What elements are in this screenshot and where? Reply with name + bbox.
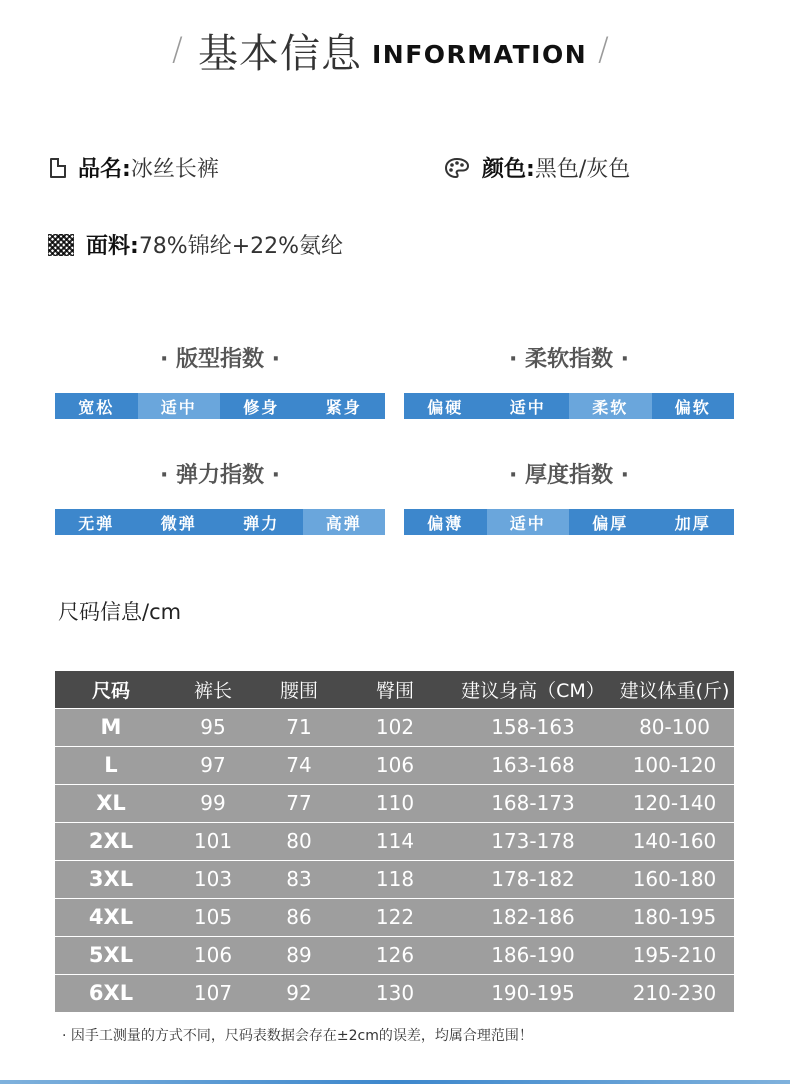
thickness-option: 偏薄 <box>404 509 487 535</box>
table-cell: 168-173 <box>451 784 615 822</box>
header-title-cn: 基本信息 <box>198 31 362 77</box>
softness-option: 偏硬 <box>404 393 487 419</box>
elasticity-option: 高弹 <box>303 509 386 535</box>
product-color-value: 黑色/灰色 <box>534 157 631 182</box>
table-cell: 126 <box>339 936 451 974</box>
elasticity-option: 无弹 <box>55 509 138 535</box>
table-cell: 107 <box>167 974 259 1012</box>
table-cell: 163-168 <box>451 746 615 784</box>
elasticity-index-bar <box>55 509 385 535</box>
elasticity-option: 弹力 <box>220 509 303 535</box>
fit-index-bar <box>55 393 385 419</box>
table-row <box>55 708 734 746</box>
fit-option: 紧身 <box>303 393 386 419</box>
thickness-index-bar <box>404 509 734 535</box>
size-label-cell: L <box>55 746 167 784</box>
table-cell: 80 <box>259 822 339 860</box>
table-cell: 103 <box>167 860 259 898</box>
table-header-cell: 尺码 <box>55 671 167 708</box>
table-header-cell: 臀围 <box>339 671 451 708</box>
thickness-option: 偏厚 <box>569 509 652 535</box>
table-cell: 180-195 <box>615 898 734 936</box>
table-cell: 173-178 <box>451 822 615 860</box>
table-header-cell: 建议体重(斤) <box>615 671 734 708</box>
header-title-en: INFORMATION <box>372 40 588 69</box>
fit-index-title: · 版型指数 · <box>159 347 281 372</box>
table-cell: 114 <box>339 822 451 860</box>
size-label-cell: 4XL <box>55 898 167 936</box>
size-info-title: 尺码信息/cm <box>58 600 182 624</box>
table-cell: 83 <box>259 860 339 898</box>
table-cell: 101 <box>167 822 259 860</box>
softness-index-title: · 柔软指数 · <box>508 347 630 372</box>
softness-option: 偏软 <box>652 393 735 419</box>
softness-index-bar <box>404 393 734 419</box>
table-row <box>55 784 734 822</box>
table-row <box>55 898 734 936</box>
table-row <box>55 936 734 974</box>
product-name-label: 品名: <box>78 157 131 182</box>
softness-option: 适中 <box>487 393 570 419</box>
fit-option: 修身 <box>220 393 303 419</box>
fabric-texture-icon <box>48 234 74 256</box>
table-cell: 80-100 <box>615 708 734 746</box>
size-table <box>55 671 734 1012</box>
elasticity-option: 微弹 <box>138 509 221 535</box>
product-name-row <box>50 152 219 183</box>
size-label-cell: 6XL <box>55 974 167 1012</box>
size-label-cell: XL <box>55 784 167 822</box>
table-header-cell: 裤长 <box>167 671 259 708</box>
size-label-cell: M <box>55 708 167 746</box>
table-cell: 99 <box>167 784 259 822</box>
thickness-option: 加厚 <box>652 509 735 535</box>
table-cell: 106 <box>339 746 451 784</box>
table-cell: 95 <box>167 708 259 746</box>
product-color-row <box>444 152 630 183</box>
table-cell: 110 <box>339 784 451 822</box>
header-slash-left: / <box>172 30 183 68</box>
palette-icon <box>444 157 470 179</box>
table-cell: 118 <box>339 860 451 898</box>
table-cell: 182-186 <box>451 898 615 936</box>
product-fabric-value: 78%锦纶+22%氨纶 <box>138 234 344 259</box>
fit-option: 宽松 <box>55 393 138 419</box>
table-cell: 120-140 <box>615 784 734 822</box>
size-label-cell: 3XL <box>55 860 167 898</box>
table-cell: 74 <box>259 746 339 784</box>
table-cell: 105 <box>167 898 259 936</box>
table-cell: 190-195 <box>451 974 615 1012</box>
size-table-header-row <box>55 671 734 708</box>
fit-option: 适中 <box>138 393 221 419</box>
header-slash-right: / <box>598 30 609 68</box>
thickness-index-title: · 厚度指数 · <box>508 463 630 488</box>
table-cell: 106 <box>167 936 259 974</box>
thickness-option: 适中 <box>487 509 570 535</box>
document-icon <box>50 158 66 178</box>
table-cell: 100-120 <box>615 746 734 784</box>
measurement-note: · 因手工测量的方式不同，尺码表数据会存在±2cm的误差，均属合理范围！ <box>62 1028 533 1044</box>
product-fabric-row <box>48 229 343 260</box>
table-row <box>55 860 734 898</box>
table-cell: 186-190 <box>451 936 615 974</box>
section-header <box>0 22 790 78</box>
table-cell: 210-230 <box>615 974 734 1012</box>
table-cell: 140-160 <box>615 822 734 860</box>
bottom-divider <box>0 1080 790 1084</box>
table-cell: 102 <box>339 708 451 746</box>
table-row <box>55 822 734 860</box>
table-cell: 178-182 <box>451 860 615 898</box>
product-fabric-label: 面料: <box>86 234 139 259</box>
table-cell: 160-180 <box>615 860 734 898</box>
product-name-value: 冰丝长裤 <box>130 157 219 182</box>
table-cell: 130 <box>339 974 451 1012</box>
table-cell: 92 <box>259 974 339 1012</box>
elasticity-index-title: · 弹力指数 · <box>159 463 281 488</box>
table-cell: 122 <box>339 898 451 936</box>
table-header-cell: 腰围 <box>259 671 339 708</box>
table-row <box>55 974 734 1012</box>
table-cell: 77 <box>259 784 339 822</box>
table-cell: 71 <box>259 708 339 746</box>
softness-option: 柔软 <box>569 393 652 419</box>
table-cell: 195-210 <box>615 936 734 974</box>
table-cell: 158-163 <box>451 708 615 746</box>
table-cell: 97 <box>167 746 259 784</box>
table-row <box>55 746 734 784</box>
size-label-cell: 5XL <box>55 936 167 974</box>
size-label-cell: 2XL <box>55 822 167 860</box>
table-cell: 89 <box>259 936 339 974</box>
table-cell: 86 <box>259 898 339 936</box>
product-color-label: 颜色: <box>482 157 535 182</box>
table-header-cell: 建议身高（CM） <box>451 671 615 708</box>
